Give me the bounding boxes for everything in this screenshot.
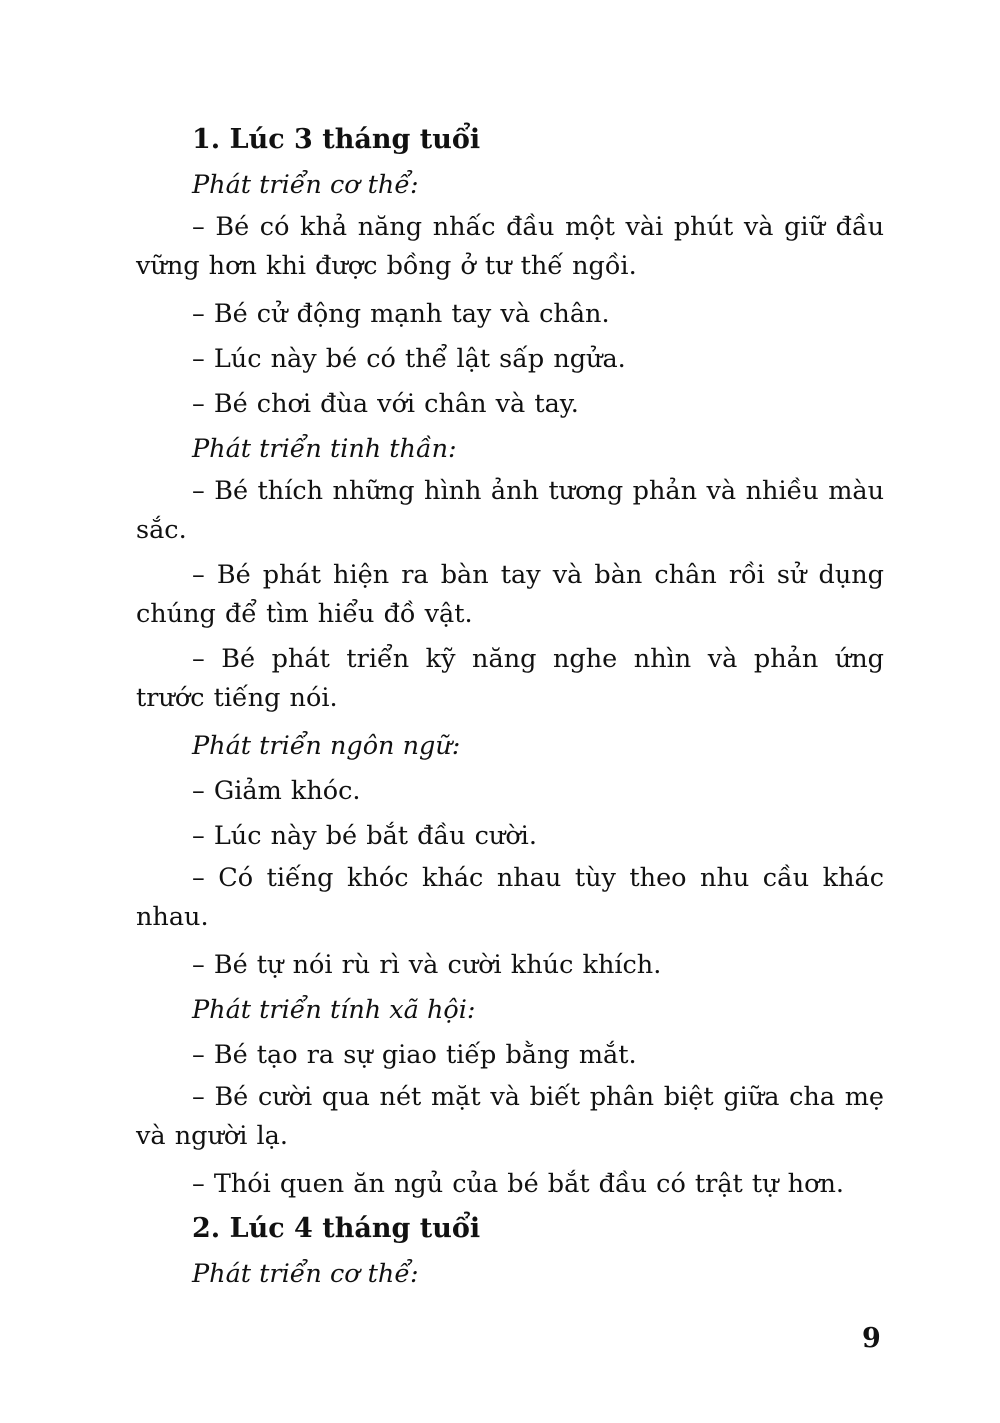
page-number: 9 — [862, 1323, 881, 1354]
list-item: – Bé cử động mạnh tay và chân. — [192, 299, 610, 329]
subheading-physical-development: Phát triển cơ thể: — [192, 170, 419, 200]
list-item: – Bé tạo ra sự giao tiếp bằng mắt. — [192, 1040, 637, 1070]
list-item: – Có tiếng khóc khác nhau tùy theo nhu cầu khác nhau. — [136, 863, 884, 932]
subheading-language-development: Phát triển ngôn ngữ: — [192, 731, 461, 761]
list-item: – Lúc này bé có thể lật sấp ngửa. — [192, 344, 626, 374]
subheading-mental-development: Phát triển tinh thần: — [192, 434, 457, 464]
subheading-social-development: Phát triển tính xã hội: — [192, 995, 476, 1025]
list-item: – Lúc này bé bắt đầu cười. — [192, 821, 537, 851]
list-item: – Giảm khóc. — [192, 776, 361, 806]
list-item: – Bé thích những hình ảnh tương phản và nhiều màu sắc. — [136, 476, 884, 545]
section-heading-3-months: 1. Lúc 3 tháng tuổi — [192, 124, 481, 155]
list-item: – Thói quen ăn ngủ của bé bắt đầu có trật tự hơn. — [192, 1169, 844, 1199]
subheading-physical-development: Phát triển cơ thể: — [192, 1259, 419, 1289]
list-item: – Bé phát hiện ra bàn tay và bàn chân rồi sử dụng chúng để tìm hiểu đồ vật. — [136, 560, 884, 629]
list-item: – Bé phát triển kỹ năng nghe nhìn và phản ứng trước tiếng nói. — [136, 644, 884, 713]
list-item: – Bé có khả năng nhấc đầu một vài phút và giữ đầu vững hơn khi được bồng ở tư thế ngồi. — [136, 212, 884, 281]
page-content — [136, 118, 884, 1297]
list-item: – Bé chơi đùa với chân và tay. — [192, 389, 579, 419]
list-item: – Bé cười qua nét mặt và biết phân biệt giữa cha mẹ và người lạ. — [136, 1082, 884, 1151]
list-item: – Bé tự nói rù rì và cười khúc khích. — [192, 950, 662, 980]
section-heading-4-months: 2. Lúc 4 tháng tuổi — [192, 1213, 481, 1244]
